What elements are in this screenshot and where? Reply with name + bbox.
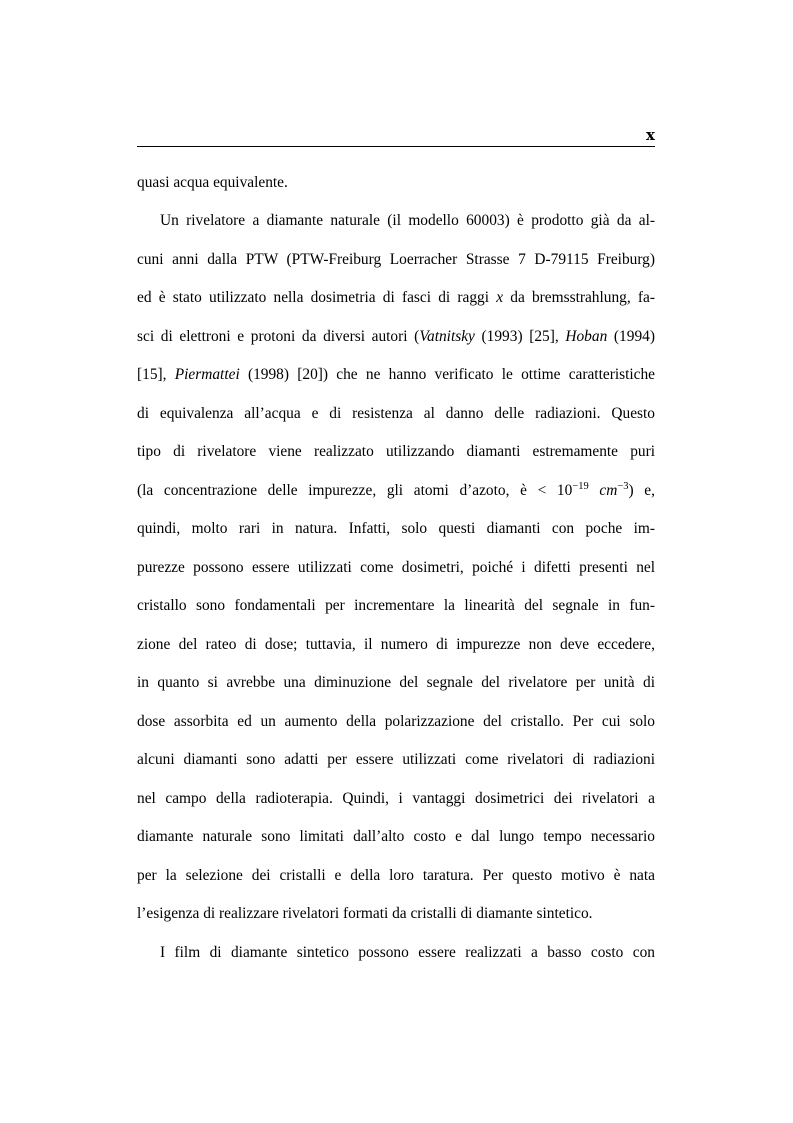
author-name: Vatnitsky	[419, 328, 475, 345]
author-name: Hoban	[565, 328, 608, 345]
text-line: dose assorbita ed un aumento della polarizzazione del cristallo. Per cui solo	[137, 713, 655, 730]
text-line: Un rivelatore a diamante naturale (il modello 60003) è prodotto già da al-	[160, 212, 655, 229]
author-name: Piermattei	[174, 366, 240, 383]
text-line: tipo di rivelatore viene realizzato utilizzando diamanti estremamente puri	[137, 443, 655, 460]
text-line: cuni anni dalla PTW (PTW-Freiburg Loerracher Strasse 7 D-79115 Freiburg)	[137, 251, 655, 268]
text-line: ed è stato utilizzato nella dosimetria di fasci di raggi x da bremsstrahlung, fa-	[137, 289, 655, 306]
text-line: purezze possono essere utilizzati come dosimetri, poiché i difetti presenti nel	[137, 559, 655, 576]
text-line: quindi, molto rari in natura. Infatti, solo questi diamanti con poche im-	[137, 520, 655, 537]
math-variable: x	[496, 289, 504, 306]
text-line: zione del rateo di dose; tuttavia, il numero di impurezze non deve eccedere,	[137, 636, 655, 653]
text-line: I film di diamante sintetico possono essere realizzati a basso costo con	[160, 944, 655, 961]
text-line: nel campo della radioterapia. Quindi, i vantaggi dosimetrici dei rivelatori a	[137, 790, 655, 807]
exponent: −3	[617, 481, 629, 492]
text-line: (la concentrazione delle impurezze, gli atomi d’azoto, è < $10^{-19}$ $cm^{-3}$) e,	[137, 481, 655, 499]
text-line: alcuni diamanti sono adatti per essere utilizzati come rivelatori di radiazioni	[137, 751, 655, 768]
text-line: di equivalenza all’acqua e di resistenza al danno delle radiazioni. Questo	[137, 405, 655, 422]
header-rule	[137, 146, 655, 147]
text-line: in quanto si avrebbe una diminuzione del segnale del rivelatore per unità di	[137, 674, 655, 691]
text-line: cristallo sono fondamentali per incrementare la linearità del segnale in fun-	[137, 597, 655, 614]
text-line: diamante naturale sono limitati dall’alto costo e dal lungo tempo necessario	[137, 828, 655, 845]
text-line: sci di elettroni e protoni da diversi autori (Vatnitsky (1993) [25], Hoban (1994)	[137, 328, 655, 345]
page-number: x	[646, 126, 655, 144]
text-line: [15], Piermattei (1998) [20]) che ne hanno verificato le ottime caratteristiche	[137, 366, 655, 383]
exponent: −19	[572, 481, 589, 492]
text-line: quasi acqua equivalente.	[137, 174, 288, 191]
math-unit: cm	[599, 482, 618, 499]
text-line: l’esigenza di realizzare rivelatori formati da cristalli di diamante sintetico.	[137, 905, 593, 922]
text-line: per la selezione dei cristalli e della loro taratura. Per questo motivo è nata	[137, 867, 655, 884]
